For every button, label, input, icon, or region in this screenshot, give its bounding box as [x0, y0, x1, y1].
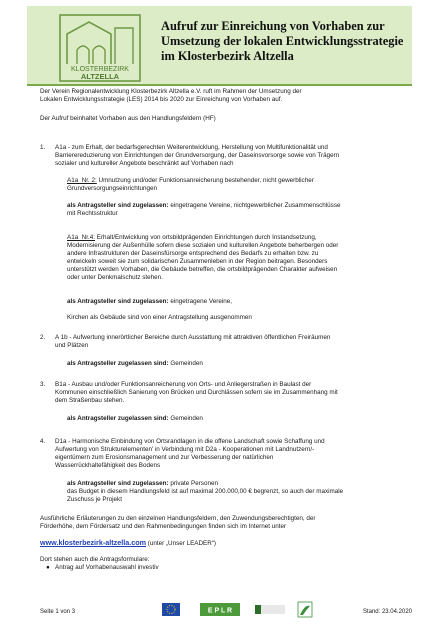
- document-header: [27, 6, 412, 86]
- applicants-a1b: als Antragsteller zugelassen sind: Gemeinden: [67, 360, 203, 367]
- form-item: Antrag auf Vorhabenauswahl investiv: [55, 564, 159, 571]
- funding-logos: [160, 600, 320, 620]
- applicants-d1a: als Antragsteller sind zugelassen: private Personen das Budget in diesem Handlungsfeld ist auf maximal 200.000,00 € begrenzt, so auch der maximale Zuschuss je Projekt: [67, 480, 344, 504]
- eplr-logo-icon: [200, 603, 240, 616]
- logo-text: KLOSTERBEZIRK: [71, 66, 129, 73]
- logo-text-2: ALTZELLA: [80, 72, 120, 81]
- measure-a1a-nr2: A1a_Nr. 2: Umnutzung und/oder Funktionsanreicherung bestehender, nicht gewerblicher Grundversorgungseinrichtungen: [67, 177, 314, 193]
- item-number-1: 1.: [40, 144, 46, 151]
- page-number: Seite 1 von 3: [40, 609, 76, 615]
- document-date: Stand: 23.04.2020: [362, 609, 412, 615]
- eplr-logo-text: E P L R: [207, 607, 233, 615]
- intro-paragraph: Der Verein Regionalentwicklung Klosterbezirk Altzella e.V. ruft im Rahmen der Umsetzung der Lokalen Entwicklungsstrategie (LES) 2014 bis 2020 zur Einreichung von Vorhaben auf.: [40, 88, 302, 104]
- item-1-text: A1a - zum Erhalt, der bedarfsgerechten Weiterentwicklung, Herstellung von Multifunktionalität und Barrierereduzierung von Einrichtungen der Grundversorgung, der Daseinsvorsorge sowie von Trägern sozialer und kultureller Angebote beschränkt auf Vorhaben nach: [55, 144, 340, 168]
- intro-hf: Der Aufruf beinhaltet Vorhaben aus den Handlungsfeldern (HF): [40, 115, 216, 122]
- website-line: www.klosterbezirk-altzella.com (unter „Unser LEADER“): [40, 538, 216, 547]
- item-number-4: 4.: [40, 438, 46, 445]
- item-3-text: B1a - Ausbau und/oder Funktionsanreicherung von Orts- und Anliegerstraßen in Baulast der Kommunen einschließlich Sanierung von Brücken und Durchlässen sofern sie im Zusammenhang mit dem Straßenbau stehen.: [55, 381, 338, 405]
- exclusion-note: Kirchen als Gebäude sind von einer Antragstellung ausgenommen: [67, 314, 252, 321]
- item-2-text: A 1b - Aufwertung innerörtlicher Bereiche durch Ausstattung mit attraktiven öffentlichen Freiräumen und Plätzen: [55, 334, 331, 350]
- item-4-text: D1a - Harmonische Einbindung von Ortsrandlagen in die offene Landschaft sowie Schaffung und Aufwertung von Strukturelementen' in Verbindung mit D2a - Kooperationen mit Landnutzern/- eigentümern zum Erosionsmanagement und zur Verbesserung der natürlichen Wasserrückhaltefähigkeit des Bodens: [55, 438, 325, 470]
- applicants-b1a: als Antragsteller zugelassen sind: Gemeinden: [67, 415, 203, 422]
- page-title: [161, 19, 437, 63]
- saxony-logo-icon: [255, 605, 285, 614]
- forms-note: Dort stehen auch die Antragsformulare:: [40, 556, 150, 563]
- eu-flag-icon: [162, 603, 180, 616]
- klosterbezirk-logo: [59, 14, 141, 84]
- applicants-a1a-nr4: als Antragsteller sind zugelassen: eingetragene Vereine,: [67, 298, 232, 305]
- website-link[interactable]: www.klosterbezirk-altzella.com: [40, 538, 146, 547]
- measure-a1a-nr4: A1a_Nr.4: Erhalt/Entwicklung von ortsbildprägenden Einrichtungen durch Instandsetzung, Modernisierung der Außenhülle sofern diese sozialen und kulturellen Angebote beherbergen oder andere Infrastrukturen der Daseinsfürsorge entsprechend des Bedarfs zu erhalten bzw. zu entwickeln soweit sie zum solidarischen Zusammenleben in der Region beitragen. Besonders unterstützt werden Vorhaben, die Gebäude betreffen, die ortsbildprägenden Charakter aufweisen oder unter Denkmalschutz stehen.: [67, 234, 339, 282]
- page-footer: [40, 600, 412, 622]
- leader-logo-icon: [298, 602, 312, 617]
- title-line-2: Umsetzung der lokalen Entwicklungsstrategie: [161, 33, 404, 48]
- title-line-3: im Klosterbezirk Altzella: [161, 48, 294, 63]
- outro-paragraph: Ausführliche Erläuterungen zu den einzelnen Handlungsfeldern, den Zuwendungsberechtigten, der Förderhöhe, dem Fördersatz und den Rahmenbedingungen finden sich im Internet unter: [40, 515, 316, 531]
- title-line-1: Aufruf zur Einreichung von Vorhaben zur: [161, 19, 385, 33]
- bullet-icon: ●: [46, 564, 50, 571]
- item-number-2: 2.: [40, 334, 46, 341]
- applicants-a1a-nr2: als Antragsteller sind zugelassen: eingetragene Vereine, nichtgewerblicher Zusammenschlüsse mit Rechtsstruktur: [67, 202, 341, 218]
- item-number-3: 3.: [40, 381, 46, 388]
